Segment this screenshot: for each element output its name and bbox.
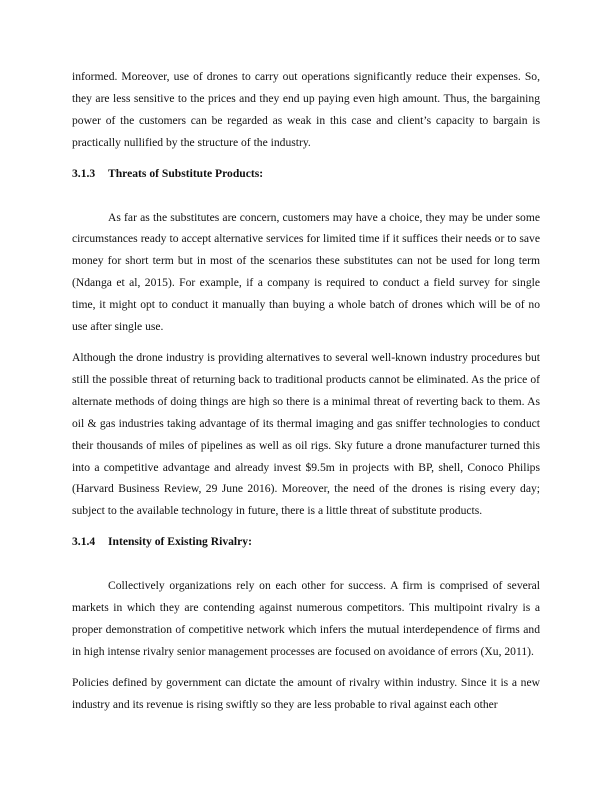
section-number: 3.1.3 (72, 166, 96, 180)
section-title: Threats of Substitute Products: (108, 166, 264, 180)
section-heading-substitutes (72, 163, 540, 185)
paragraph-substitutes-threat: Although the drone industry is providing alternatives to several well-known industry procedures but still the possible threat of returning back to traditional products cannot be eliminated. As the price of alternate methods of doing things are high so there is a minimal threat of reverting back to them. As oil & gas industries taking advantage of its thermal imaging and gas sniffer technologies to conduct their thousands of miles of pipelines as well as oil rigs. Sky future a drone manufacturer turned this into a competitive advantage and already invest $9.5m in projects with BP, shell, Conoco Philips (Harvard Business Review, 29 June 2016). Moreover, the need of the drones is rising every day; subject to the available technology in future, there is a little threat of substitute products. (72, 350, 540, 518)
document-page (72, 66, 540, 716)
section-title: Intensity of Existing Rivalry: (108, 535, 252, 549)
section-number: 3.1.4 (72, 535, 96, 549)
paragraph-bargaining-power: informed. Moreover, use of drones to carry out operations significantly reduce their expenses. So, they are less sensitive to the prices and they end up paying even high amount. Thus, the bargaining power of the customers can be regarded as weak in this case and client’s capacity to bargain is practically nullified by the structure of the industry. (72, 70, 540, 149)
section-heading-rivalry (72, 531, 540, 553)
paragraph-substitutes-choice: As far as the substitutes are concern, customers may have a choice, they may be under some circumstances ready to accept alternative services for limited time if it suffices their needs or to save money for short term but in most of the scenarios these substitutes can not be used for long term (Ndanga et al, 2015). For example, if a company is required to conduct a field survey for single time, it might opt to conduct it manually than buying a whole batch of drones which will be of no use after single use. (72, 210, 540, 334)
paragraph-rivalry-organizations: Collectively organizations rely on each other for success. A firm is comprised of several markets in which they are contending against numerous competitors. This multipoint rivalry is a proper demonstration of competitive network which infers the mutual interdependence of firms and in high intense rivalry senior management processes are focused on avoidance of errors (Xu, 2011). (72, 579, 540, 658)
paragraph-rivalry-policies: Policies defined by government can dictate the amount of rivalry within industry. Since it is a new industry and its revenue is rising swiftly so they are less probable to rival against each other (72, 675, 540, 711)
